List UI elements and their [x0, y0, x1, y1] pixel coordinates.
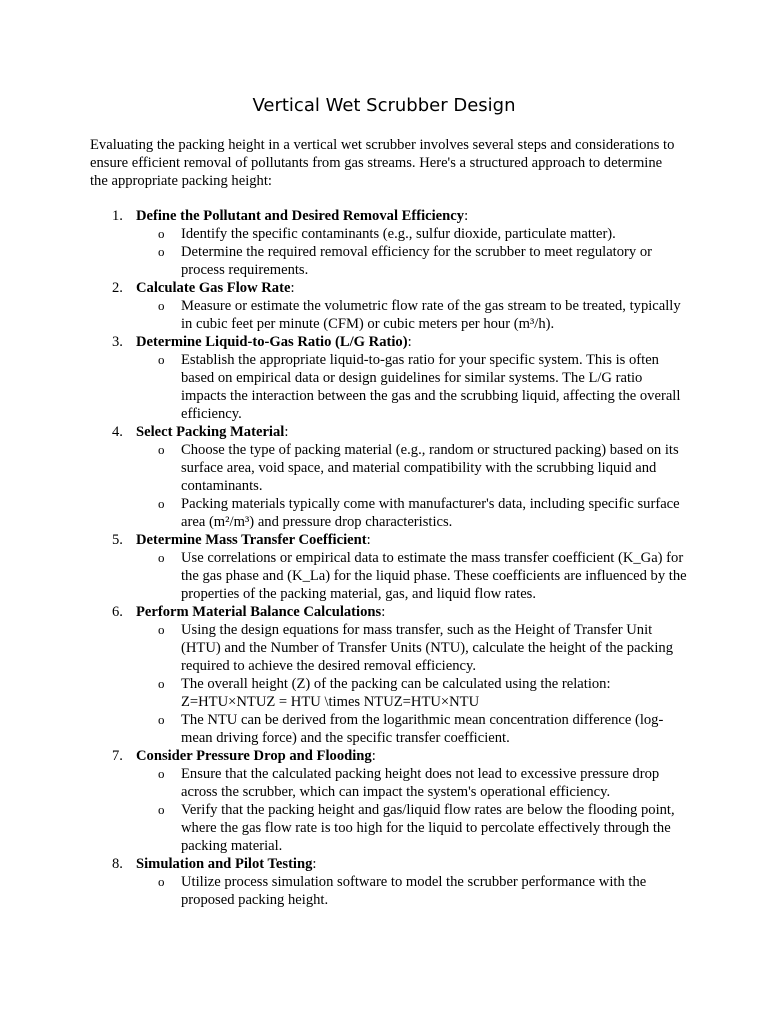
sub-item	[136, 297, 690, 333]
sub-item-text: Determine the required removal efficiency for the scrubber to meet regulatory or process requirements.	[181, 244, 652, 278]
sub-item-text: Utilize process simulation software to model the scrubber performance with the proposed packing height.	[181, 874, 647, 908]
step-heading-colon: :	[290, 280, 295, 296]
sub-item	[136, 549, 690, 603]
sub-item	[136, 675, 690, 711]
sub-item-text: Establish the appropriate liquid-to-gas ratio for your specific system. This is often based on empirical data or design guidelines for similar systems. The L/G ratio impacts the interaction between the gas and the scrubbing liquid, affecting the overall efficiency.	[181, 352, 681, 422]
step-number: 1.	[112, 208, 123, 224]
sub-item	[136, 495, 690, 531]
step-number: 8.	[112, 856, 123, 872]
step-heading-colon: :	[407, 334, 412, 350]
bullet-icon: o	[158, 226, 165, 241]
step-item	[90, 855, 690, 909]
step-heading-colon: :	[312, 856, 317, 872]
bullet-icon: o	[158, 712, 165, 727]
bullet-icon: o	[158, 442, 165, 457]
step-heading	[136, 279, 690, 297]
bullet-icon: o	[158, 244, 165, 259]
bullet-icon: o	[158, 352, 165, 367]
step-heading	[136, 423, 690, 441]
step-heading-colon: :	[366, 532, 371, 548]
sub-item	[136, 225, 690, 243]
bullet-icon: o	[158, 766, 165, 781]
step-heading-colon: :	[284, 424, 289, 440]
step-heading-colon: :	[464, 208, 469, 224]
step-heading-text: Determine Mass Transfer Coefficient	[136, 532, 367, 548]
bullet-icon: o	[158, 496, 165, 511]
sub-item-text: Verify that the packing height and gas/liquid flow rates are below the flooding point, where the gas flow rate is too high for the liquid to percolate effectively through the packing material.	[181, 802, 675, 854]
step-item	[90, 333, 690, 423]
bullet-icon: o	[158, 802, 165, 817]
sub-item	[136, 441, 690, 495]
step-heading	[136, 603, 690, 621]
step-item	[90, 603, 690, 747]
step-heading-text: Define the Pollutant and Desired Removal Efficiency	[136, 208, 465, 224]
sub-item	[136, 621, 690, 675]
sub-list	[136, 225, 690, 279]
step-item	[90, 747, 690, 855]
sub-item-text: The overall height (Z) of the packing can be calculated using the relation: Z=HTU×NTUZ = HTU \times NTUZ=HTU×NTU	[181, 676, 611, 710]
sub-item	[136, 351, 690, 423]
bullet-icon: o	[158, 676, 165, 691]
sub-item-text: Identify the specific contaminants (e.g., sulfur dioxide, particulate matter).	[181, 226, 616, 242]
bullet-icon: o	[158, 550, 165, 565]
steps-list	[90, 207, 690, 909]
sub-list	[136, 873, 690, 909]
step-heading	[136, 747, 690, 765]
sub-item	[136, 711, 690, 747]
step-number: 4.	[112, 424, 123, 440]
bullet-icon: o	[158, 874, 165, 889]
sub-item-text: Use correlations or empirical data to estimate the mass transfer coefficient (K_Ga) for the gas phase and (K_La) for the liquid phase. These coefficients are influenced by the properties of the packing material, gas, and liquid flow rates.	[181, 550, 687, 602]
step-heading-colon: :	[371, 748, 376, 764]
step-heading-text: Consider Pressure Drop and Flooding	[136, 748, 372, 764]
sub-item	[136, 765, 690, 801]
sub-list	[136, 351, 690, 423]
step-number: 3.	[112, 334, 123, 350]
step-number: 6.	[112, 604, 123, 620]
step-heading	[136, 531, 690, 549]
sub-list	[136, 297, 690, 333]
sub-item-text: Ensure that the calculated packing height does not lead to excessive pressure drop across the scrubber, which can impact the system's operational efficiency.	[181, 766, 660, 800]
step-item	[90, 531, 690, 603]
step-heading-text: Select Packing Material	[136, 424, 285, 440]
step-item	[90, 207, 690, 279]
sub-list	[136, 765, 690, 855]
step-item	[90, 279, 690, 333]
sub-list	[136, 441, 690, 531]
step-number: 2.	[112, 280, 123, 296]
sub-item-text: Choose the type of packing material (e.g., random or structured packing) based on its surface area, void space, and material compatibility with the scrubbing liquid and contaminants.	[181, 442, 679, 494]
sub-item-text: Measure or estimate the volumetric flow rate of the gas stream to be treated, typically in cubic feet per minute (CFM) or cubic meters per hour (m³/h).	[181, 298, 681, 332]
sub-item	[136, 801, 690, 855]
sub-list	[136, 621, 690, 747]
sub-item-text: Using the design equations for mass transfer, such as the Height of Transfer Unit (HTU) and the Number of Transfer Units (NTU), calculate the height of the packing required to achieve the desired removal efficiency.	[181, 622, 673, 674]
step-heading-text: Perform Material Balance Calculations	[136, 604, 382, 620]
step-number: 5.	[112, 532, 123, 548]
step-heading-colon: :	[381, 604, 386, 620]
step-heading-text: Determine Liquid-to-Gas Ratio (L/G Ratio)	[136, 334, 408, 350]
step-heading	[136, 207, 690, 225]
intro-paragraph: Evaluating the packing height in a vertical wet scrubber involves several steps and considerations to ensure efficient removal of pollutants from gas streams. Here's a structured approach to determine the appropriate packing height:	[90, 137, 675, 189]
sub-item	[136, 243, 690, 279]
step-item	[90, 423, 690, 531]
sub-item-text: Packing materials typically come with manufacturer's data, including specific surface area (m²/m³) and pressure drop characteristics.	[181, 496, 680, 530]
bullet-icon: o	[158, 622, 165, 637]
step-heading-text: Calculate Gas Flow Rate	[136, 280, 291, 296]
sub-list	[136, 549, 690, 603]
step-heading-text: Simulation and Pilot Testing	[136, 856, 313, 872]
bullet-icon: o	[158, 298, 165, 313]
sub-item	[136, 873, 690, 909]
step-heading	[136, 855, 690, 873]
document-title: Vertical Wet Scrubber Design	[252, 95, 516, 116]
step-heading	[136, 333, 690, 351]
step-number: 7.	[112, 748, 123, 764]
sub-item-text: The NTU can be derived from the logarithmic mean concentration difference (log-mean driving force) and the specific transfer coefficient.	[181, 712, 664, 746]
